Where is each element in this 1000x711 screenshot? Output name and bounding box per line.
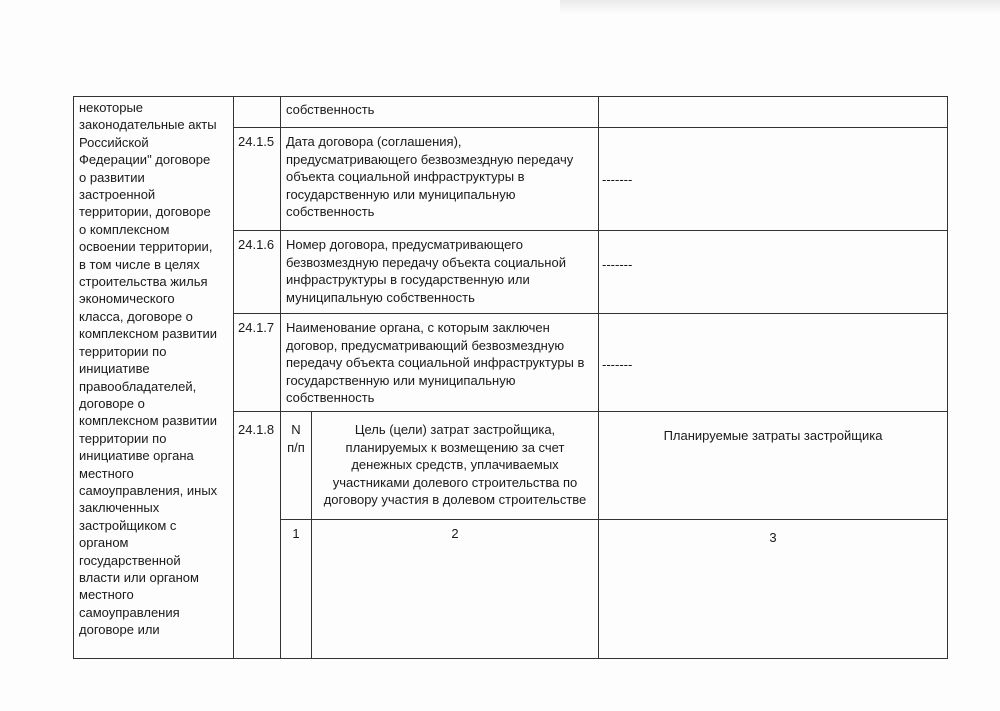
row-description: Наименование органа, с которым заключен договор, предусматривающий безвозмездную передачу объекта социальной инфраструктуры в государственную или муниципальную собственность [286,320,585,405]
row-description-continued: собственность [286,102,375,117]
row-value: ------- [602,172,633,187]
row-value: ------- [602,357,633,372]
subtable-header-purpose: Цель (цели) затрат застройщика, планируемых к возмещению за счет денежных средств, уплачиваемых участниками долевого строительства по договору участия в долевом строительстве [323,422,587,507]
row-value: ------- [602,257,633,272]
row-code: 24.1.6 [238,237,275,252]
left-merged-cell: некоторые законодательные акты Российской Федерации" договоре о развитии застроенной территории, договоре о комплексном освоении территории, в том числе в целях строительства жилья экономического класса, договоре о комплексном развитии территории по инициативе правообладателей, договоре о комплексном развитии территории по инициативе органа местного самоуправления, иных заключенных застройщиком с органом государственной власти или органом местного самоуправления договоре или [79,100,218,638]
subtable-colnum-3: 3 [769,530,777,545]
row-code: 24.1.8 [238,422,275,437]
subtable-colnum-2: 2 [451,526,459,541]
row-description: Номер договора, предусматривающего безвозмездную передачу объекта социальной инфраструктуры в государственную или муниципальную собственность [286,237,566,305]
subtable-header-num: N п/п [287,422,305,455]
scan-artifact [560,0,1000,14]
row-code: 24.1.7 [238,320,275,335]
subtable-colnum-1: 1 [292,526,300,541]
subtable-header-costs: Планируемые затраты застройщика [663,428,883,443]
row-code: 24.1.5 [238,134,275,149]
row-description: Дата договора (соглашения), предусматривающего безвозмездную передачу объекта социальной инфраструктуры в государственную или муниципальную собственность [286,134,574,219]
